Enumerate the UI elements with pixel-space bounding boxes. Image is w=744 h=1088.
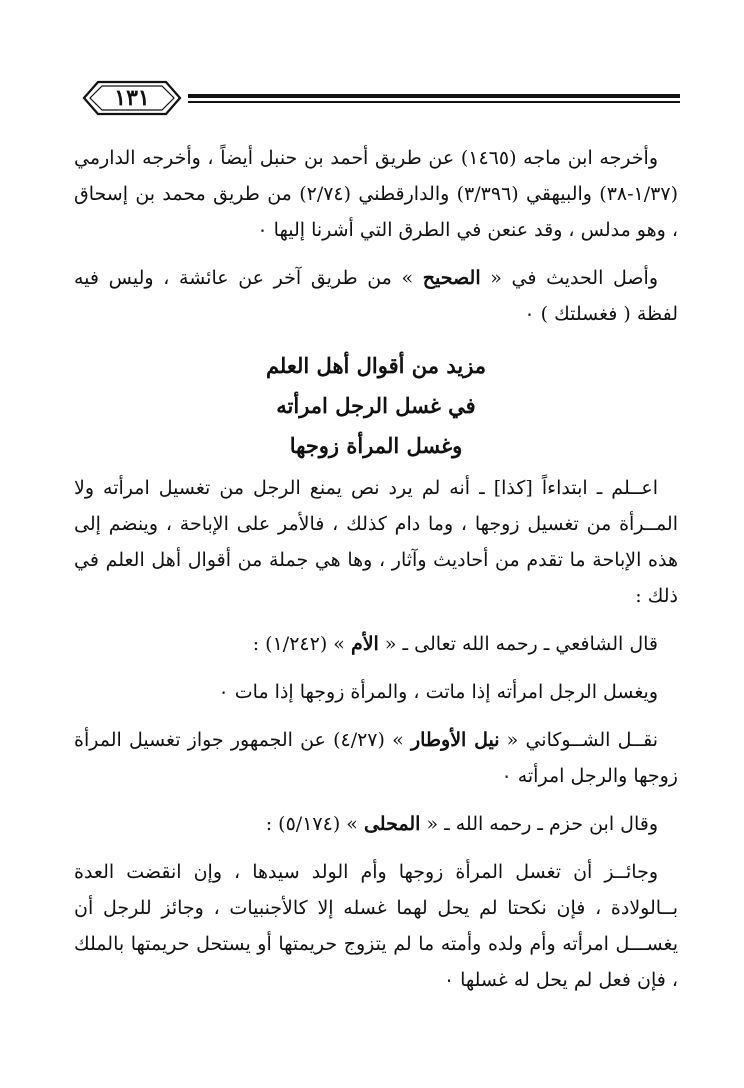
- paragraph-ibn-hazm-quote: وجائــز أن تغسل المرأة زوجها وأم الولد سيدها ، وإن انقضت العدة بــالولادة ، فإن نكحتا لم يحل لهما غسله إلا كالأجنبيات ، وجائز للرجل أن يغســـل امرأته وأم ولده وأمته ما لم يتزوج حريمتها أو يستحل حريمتها بالملك ، فإن فعل لم يحل له غسلها ٠: [74, 861, 678, 991]
- ibnhazm-text-after: » (٥/١٧٤) :: [265, 813, 364, 835]
- shafii-book-title: الأم: [350, 633, 379, 655]
- paragraph-ibn-majah: وأخرجه ابن ماجه (١٤٦٥) عن طريق أحمد بن حنبل أيضاً ، وأخرجه الدارمي (١/٣٧-٣٨) والبيهقي (٣/٣٩٦) والدارقطني (٢/٧٤) من طريق محمد بن إسحاق ، وهو مدلس ، وقد عنعن في الطرق التي أشرنا إليها ٠: [74, 147, 678, 241]
- shafii-text-before: قال الشافعي ـ رحمه الله تعالى ـ «: [378, 633, 658, 655]
- page-content: [74, 140, 678, 998]
- sahih-book-title: الصحيح: [422, 267, 481, 289]
- shafii-text-after: » (١/٢٤٢) :: [252, 633, 351, 655]
- page-number-badge: [80, 78, 184, 118]
- paragraph-shafii-quote: ويغسل الرجل امرأته إذا ماتت ، والمرأة زوجها إذا مات ٠: [218, 681, 658, 703]
- shawkani-book-title: نيل الأوطار: [410, 729, 500, 751]
- paragraph-sahih: [74, 260, 678, 332]
- section-heading: [74, 346, 678, 466]
- heading-line-2: في غسل الرجل امرأته: [276, 393, 476, 418]
- page-header: [80, 78, 680, 122]
- paragraph-shafii: [74, 626, 678, 662]
- sahih-text-after: » من طريق آخر عن عائشة ، وليس فيه لفظة ( فغسلتك ) ٠: [74, 267, 678, 325]
- paragraph-intro: اعــلم ـ ابتداءاً [كذا] ـ أنه لم يرد نص يمنع الرجل من تغسيل امرأته ولا المــرأة من تغسيل زوجها ، وما دام كذلك ، فالأمر على الإباحة ، وينضم إلى هذه الإباحة ما تقدم من أحاديث وآثار ، وها هي جملة من أقوال أهل العلم في ذلك :: [74, 477, 678, 607]
- sahih-text-before: وأصل الحديث في «: [480, 267, 658, 289]
- header-rule-thick: [188, 94, 680, 98]
- page-number: ١٣١: [114, 85, 150, 111]
- ibnhazm-text-before: وقال ابن حزم ـ رحمه الله ـ «: [420, 813, 658, 835]
- paragraph-shawkani: [74, 722, 678, 794]
- heading-line-1: مزيد من أقوال أهل العلم: [265, 353, 487, 378]
- paragraph-ibn-hazm: [74, 806, 678, 842]
- shawkani-text-before: نقــل الشــوكاني «: [499, 729, 658, 751]
- header-rule-thin: [188, 101, 680, 103]
- shawkani-text-after: » (٤/٢٧) عن الجمهور جواز تغسيل المرأة زوجها والرجل امرأته ٠: [74, 729, 678, 787]
- heading-line-3: وغسل المرأة زوجها: [289, 433, 463, 458]
- ibnhazm-book-title: المحلى: [363, 813, 421, 835]
